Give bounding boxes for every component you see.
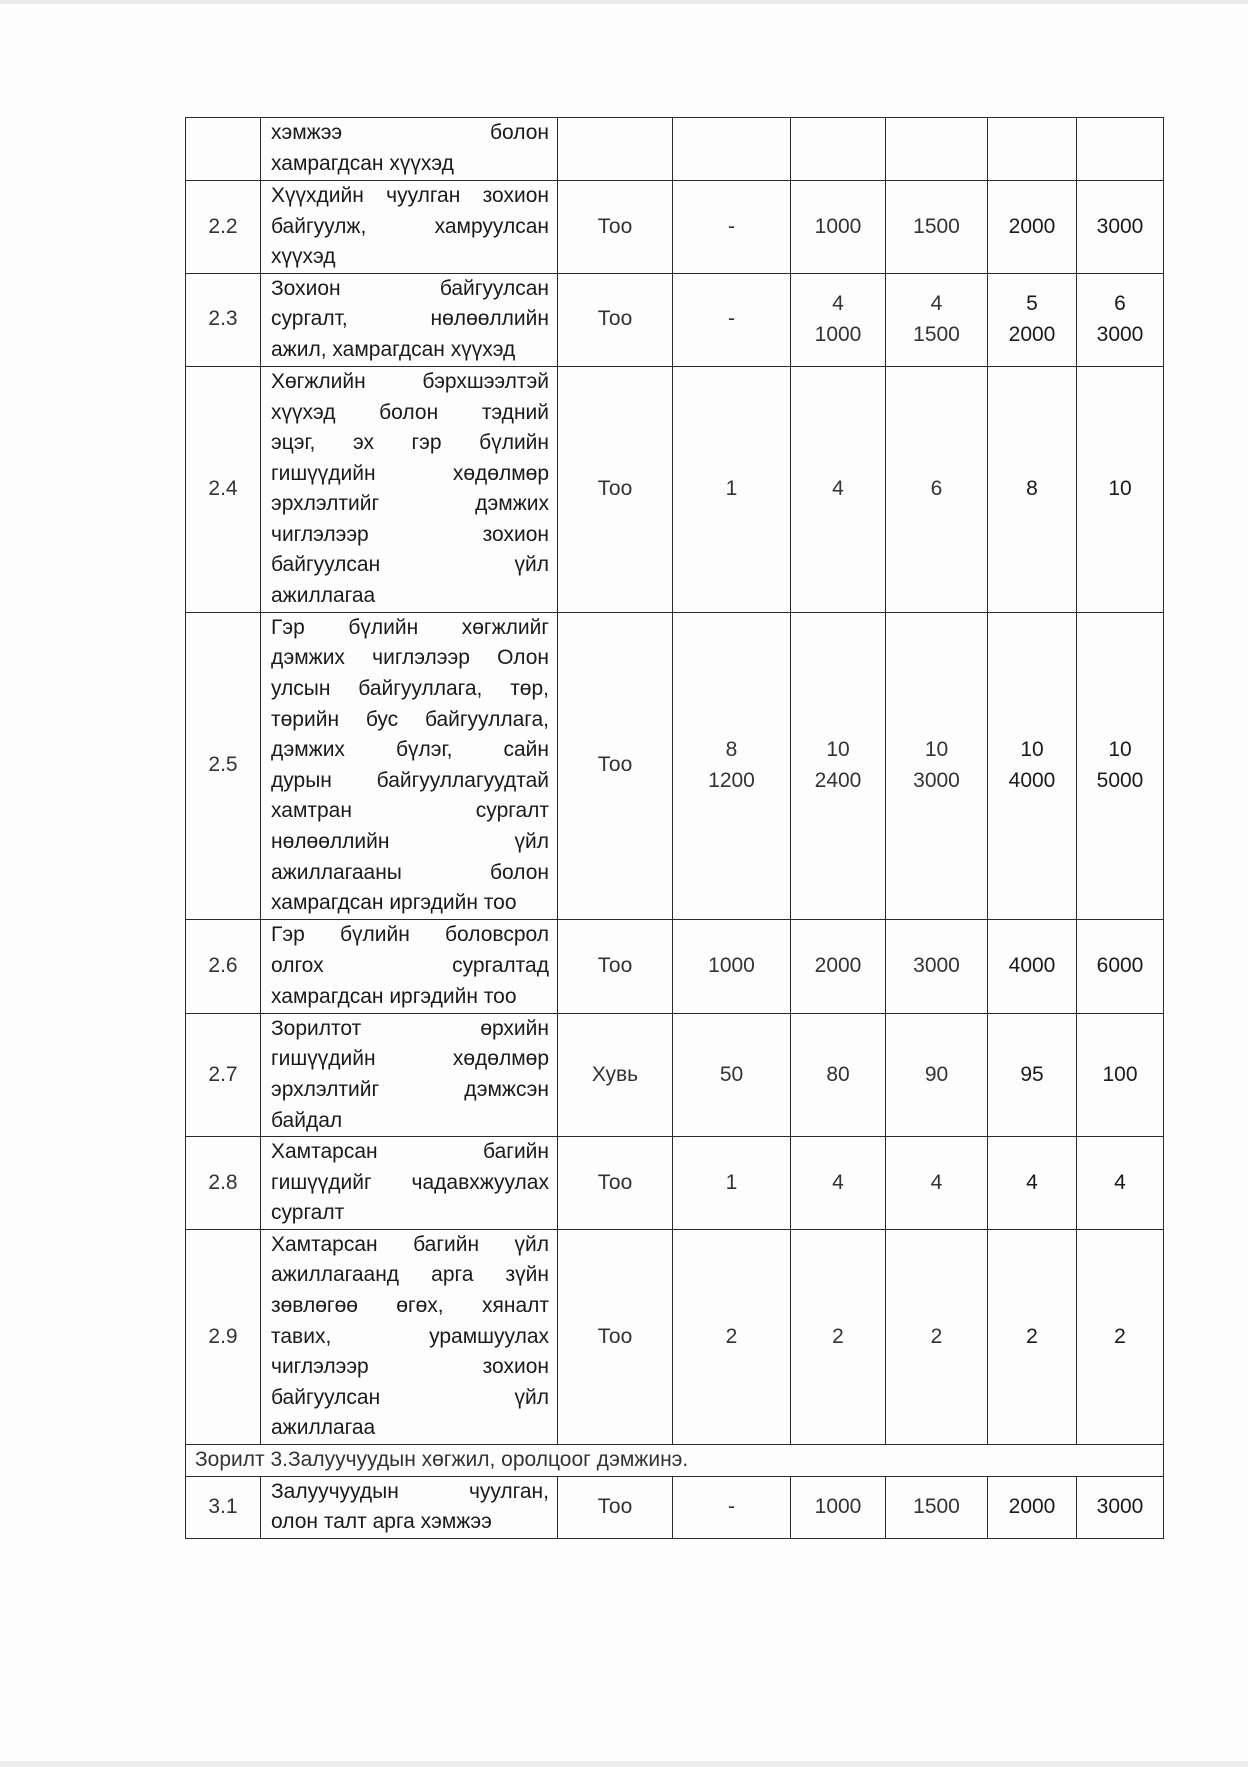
target-year-3-cell: 2 — [988, 1229, 1077, 1444]
row-number: 2.6 — [186, 919, 261, 1013]
row-number: 2.4 — [186, 366, 261, 612]
description-line: Хамтарсан багийн — [271, 1140, 549, 1164]
table-row — [186, 273, 1164, 366]
unit-cell — [558, 118, 673, 181]
row-number: 2.8 — [186, 1137, 261, 1230]
target-year-4-cell: 4 — [1077, 1137, 1164, 1230]
unit-cell: Тоо — [558, 612, 673, 919]
row-number: 3.1 — [186, 1476, 261, 1538]
table-row — [186, 181, 1164, 274]
target-year-1-cell: 1000 — [791, 181, 886, 274]
description-line: хүүхэд — [271, 245, 336, 269]
description-line: гишүүдийн хөдөлмөр — [271, 1047, 549, 1071]
table-row — [186, 1137, 1164, 1230]
description-line: ажил, хамрагдсан хүүхэд — [271, 338, 516, 362]
description-line: дурын байгууллагуудтай — [271, 768, 549, 792]
description-line: эрхлэлтийг дэмжсэн — [271, 1077, 549, 1101]
baseline-cell: 1 — [673, 366, 791, 612]
row-number: 2.3 — [186, 273, 261, 366]
target-year-2-cell: 2 — [886, 1229, 988, 1444]
baseline-cell: - — [673, 1476, 791, 1538]
indicator-description — [261, 612, 558, 919]
row-number: 2.9 — [186, 1229, 261, 1444]
unit-cell: Тоо — [558, 1137, 673, 1230]
target-year-4-cell: 3000 — [1077, 1476, 1164, 1538]
row-number: 2.5 — [186, 612, 261, 919]
description-line: эрхлэлтийг дэмжих — [271, 492, 549, 516]
target-year-1-cell: 80 — [791, 1013, 886, 1136]
description-line: чиглэлээр зохион — [271, 1355, 549, 1379]
target-year-1-cell: 2 — [791, 1229, 886, 1444]
target-year-2-cell: 4 1500 — [886, 273, 988, 366]
baseline-cell: - — [673, 181, 791, 274]
target-year-3-cell: 2000 — [988, 181, 1077, 274]
indicator-description — [261, 919, 558, 1013]
target-year-2-cell: 1500 — [886, 1476, 988, 1538]
description-line: Залуучуудын чуулган, — [271, 1479, 549, 1503]
description-line: байгуулсан үйл — [271, 1385, 549, 1409]
indicator-description — [261, 273, 558, 366]
table-row — [186, 1013, 1164, 1136]
indicator-table — [185, 117, 1164, 1539]
target-year-4-cell: 3000 — [1077, 181, 1164, 274]
description-line: олон талт арга хэмжээ — [271, 1510, 492, 1534]
target-year-1-cell: 4 — [791, 366, 886, 612]
description-line: ажиллагаа — [271, 584, 376, 608]
target-year-2-cell: 10 3000 — [886, 612, 988, 919]
goal-heading: Зорилт 3.Залуучуудын хөгжил, оролцоог дэмжинэ. — [186, 1445, 1164, 1477]
description-line: хэмжээ болон — [271, 121, 549, 145]
description-line: Гэр бүлийн боловсрол — [271, 923, 549, 947]
scan-edge-top — [0, 0, 1248, 4]
target-year-3-cell: 2000 — [988, 1476, 1077, 1538]
description-line: дэмжих бүлэг, сайн — [271, 738, 549, 762]
description-line: чиглэлээр зохион — [271, 522, 549, 546]
description-line: хамрагдсан хүүхэд — [271, 152, 454, 175]
baseline-cell: 50 — [673, 1013, 791, 1136]
row-number — [186, 118, 261, 181]
goal-row — [186, 1445, 1164, 1477]
description-line: сургалт, нөлөөллийн — [271, 307, 549, 331]
indicator-description — [261, 1137, 558, 1230]
description-line: нөлөөллийн үйл — [271, 829, 549, 853]
indicator-description — [261, 1229, 558, 1444]
target-year-2-cell: 4 — [886, 1137, 988, 1230]
baseline-cell: 1 — [673, 1137, 791, 1230]
description-line: хамтран сургалт — [271, 799, 549, 823]
baseline-cell: 8 1200 — [673, 612, 791, 919]
description-line: ажиллагааны болон — [271, 860, 549, 884]
target-year-1-cell: 1000 — [791, 1476, 886, 1538]
baseline-cell: 1000 — [673, 919, 791, 1013]
target-year-3-cell: 95 — [988, 1013, 1077, 1136]
target-year-3-cell: 10 4000 — [988, 612, 1077, 919]
description-line: байгуулсан үйл — [271, 553, 549, 577]
description-line: байгуулж, хамруулсан — [271, 214, 549, 238]
unit-cell: Тоо — [558, 1229, 673, 1444]
indicator-description — [261, 1476, 558, 1538]
unit-cell: Тоо — [558, 919, 673, 1013]
target-year-4-cell: 6000 — [1077, 919, 1164, 1013]
description-line: Хамтарсан багийн үйл — [271, 1232, 549, 1256]
description-line: сургалт — [271, 1201, 345, 1225]
target-year-3-cell: 4 — [988, 1137, 1077, 1230]
target-year-2-cell: 6 — [886, 366, 988, 612]
target-year-4-cell: 6 3000 — [1077, 273, 1164, 366]
description-line: Хүүхдийн чуулган зохион — [271, 184, 549, 207]
table-row — [186, 1476, 1164, 1538]
target-year-2-cell: 90 — [886, 1013, 988, 1136]
baseline-cell: 2 — [673, 1229, 791, 1444]
description-line: улсын байгууллага, төр, — [271, 676, 549, 700]
indicator-description — [261, 1013, 558, 1136]
table-row — [186, 118, 1164, 181]
table-row — [186, 1229, 1164, 1444]
unit-cell: Тоо — [558, 1476, 673, 1538]
description-line: Зохион байгуулсан — [271, 276, 549, 300]
target-year-3-cell: 8 — [988, 366, 1077, 612]
target-year-3-cell — [988, 118, 1077, 181]
target-year-1-cell: 4 — [791, 1137, 886, 1230]
target-year-3-cell: 5 2000 — [988, 273, 1077, 366]
target-year-2-cell: 1500 — [886, 181, 988, 274]
target-year-4-cell: 10 5000 — [1077, 612, 1164, 919]
scan-edge-bottom — [0, 1761, 1248, 1767]
target-year-4-cell — [1077, 118, 1164, 181]
target-year-1-cell: 2000 — [791, 919, 886, 1013]
description-line: олгох сургалтад — [271, 953, 549, 977]
baseline-cell — [673, 118, 791, 181]
description-line: дэмжих чиглэлээр Олон — [271, 646, 549, 670]
description-line: гишүүдийн хөдөлмөр — [271, 461, 549, 485]
target-year-3-cell: 4000 — [988, 919, 1077, 1013]
target-year-4-cell: 10 — [1077, 366, 1164, 612]
target-year-1-cell: 10 2400 — [791, 612, 886, 919]
row-number: 2.7 — [186, 1013, 261, 1136]
baseline-cell: - — [673, 273, 791, 366]
description-line: ажиллагаанд арга зүйн — [271, 1263, 549, 1287]
target-year-2-cell — [886, 118, 988, 181]
description-line: зөвлөгөө өгөх, хяналт — [271, 1294, 549, 1318]
unit-cell: Тоо — [558, 181, 673, 274]
table-row — [186, 919, 1164, 1013]
indicator-description — [261, 118, 558, 181]
target-year-4-cell: 100 — [1077, 1013, 1164, 1136]
description-line: эцэг, эх гэр бүлийн — [271, 431, 549, 455]
target-year-4-cell: 2 — [1077, 1229, 1164, 1444]
description-line: ажиллагаа — [271, 1416, 376, 1440]
description-line: хамрагдсан иргэдийн тоо — [271, 984, 517, 1008]
description-line: Хөгжлийн бэрхшээлтэй — [271, 369, 549, 393]
description-line: хамрагдсан иргэдийн тоо — [271, 891, 517, 915]
indicator-description — [261, 366, 558, 612]
row-number: 2.2 — [186, 181, 261, 274]
table-row — [186, 612, 1164, 919]
unit-cell: Тоо — [558, 366, 673, 612]
description-line: хүүхэд болон тэдний — [271, 400, 549, 424]
unit-cell: Тоо — [558, 273, 673, 366]
description-line: төрийн бус байгууллага, — [271, 707, 549, 731]
description-line: Гэр бүлийн хөгжлийг — [271, 615, 549, 639]
target-year-1-cell — [791, 118, 886, 181]
unit-cell: Хувь — [558, 1013, 673, 1136]
description-line: гишүүдийг чадавхжуулах — [271, 1170, 549, 1194]
target-year-1-cell: 4 1000 — [791, 273, 886, 366]
indicator-description — [261, 181, 558, 274]
description-line: байдал — [271, 1108, 343, 1132]
table-row — [186, 366, 1164, 612]
description-line: тавих, урамшуулах — [271, 1324, 549, 1348]
description-line: Зорилтот өрхийн — [271, 1016, 549, 1040]
target-year-2-cell: 3000 — [886, 919, 988, 1013]
